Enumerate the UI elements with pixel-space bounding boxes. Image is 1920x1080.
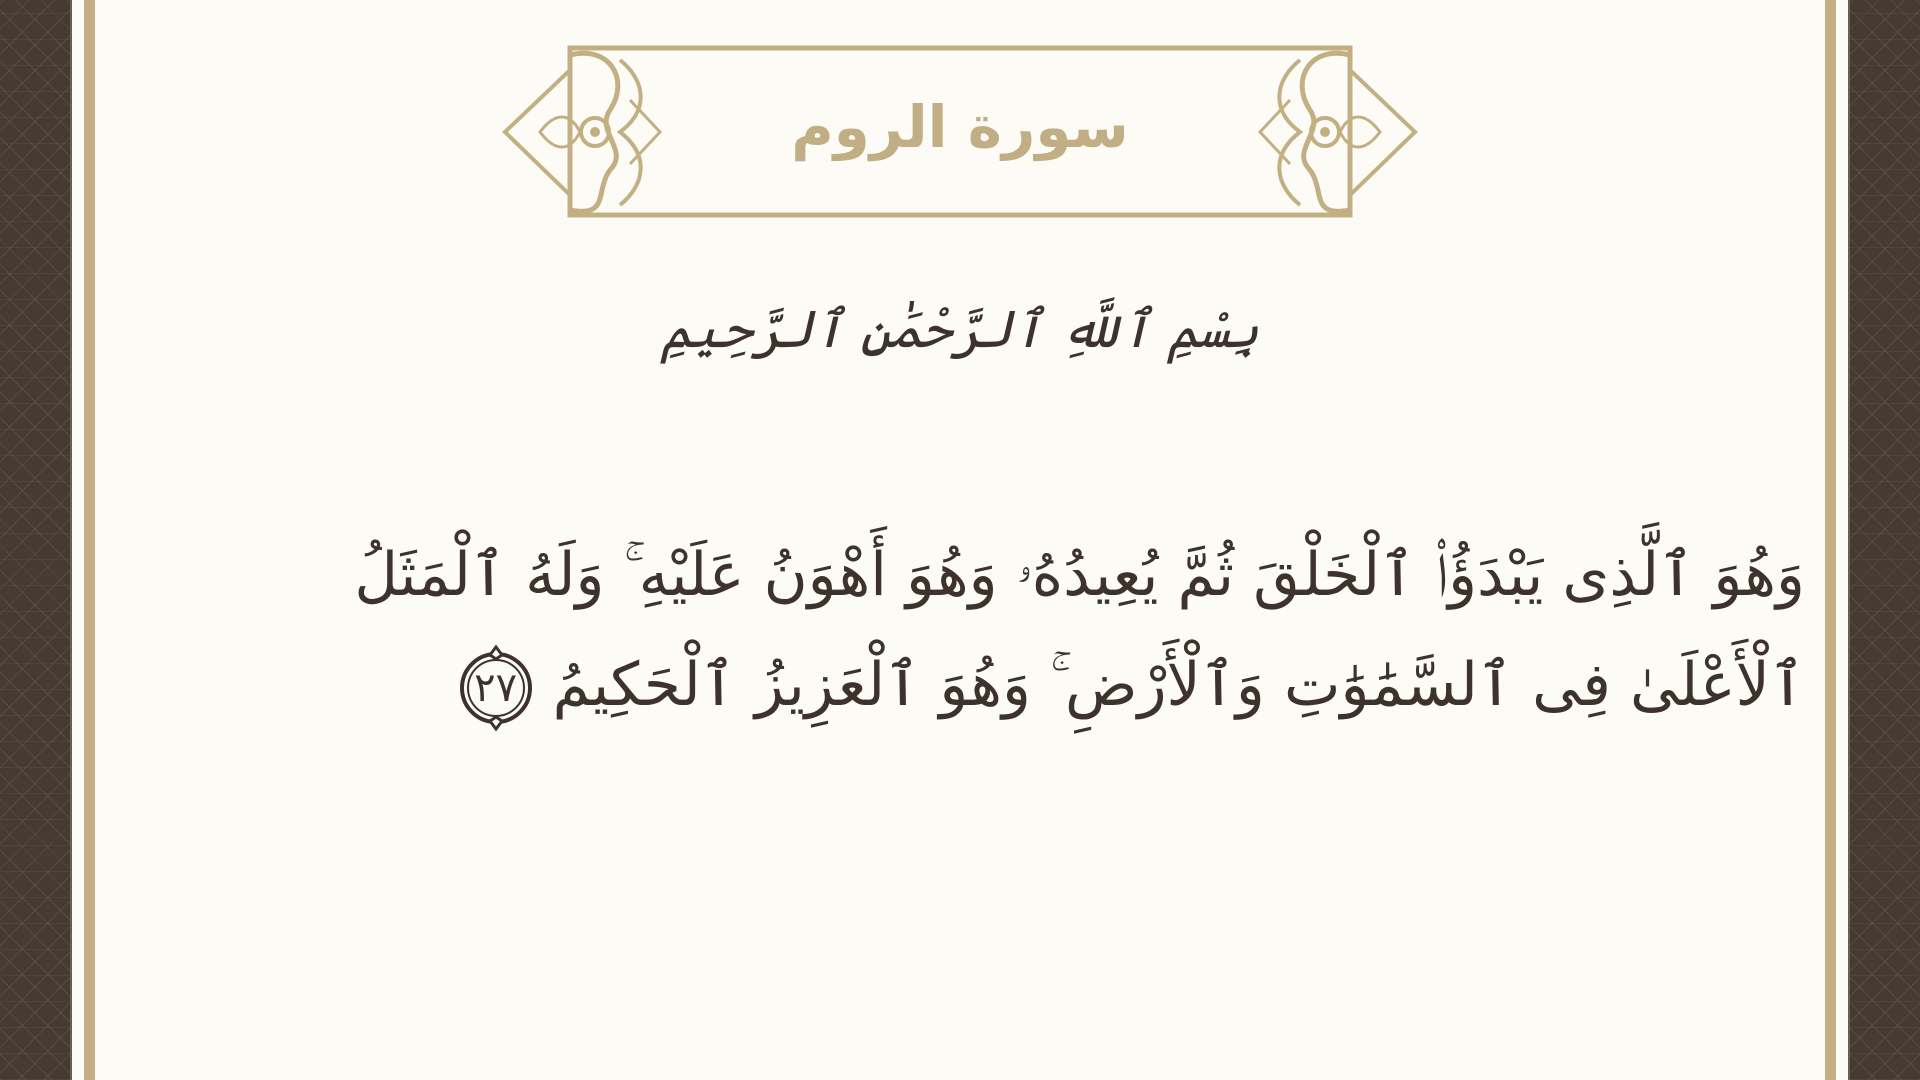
- verse-line-2: [340, 630, 1805, 740]
- verse-line-1: وَهُوَ ٱلَّذِى يَبْدَؤُا۟ ٱلْخَلْقَ ثُمَّ يُعِيدُهُۥ وَهُوَ أَهْوَنُ عَلَيْهِ ۚ وَلَهُ ٱلْمَثَلُ: [354, 540, 1805, 610]
- verse-line-2-text: ٱلْأَعْلَىٰ فِى ٱلسَّمَٰوَٰتِ وَٱلْأَرْضِ ۚ وَهُوَ ٱلْعَزِيزُ ٱلْحَكِيمُ: [552, 650, 1805, 720]
- surah-title: سورة الروم: [791, 93, 1129, 161]
- verse-text: [340, 520, 1805, 740]
- basmala: بِسْمِ ٱللَّهِ ٱلرَّحْمَٰنِ ٱلرَّحِيمِ: [660, 300, 1260, 360]
- ayah-end-marker-icon: [453, 645, 539, 731]
- ayah-number: ٢٧: [474, 665, 518, 712]
